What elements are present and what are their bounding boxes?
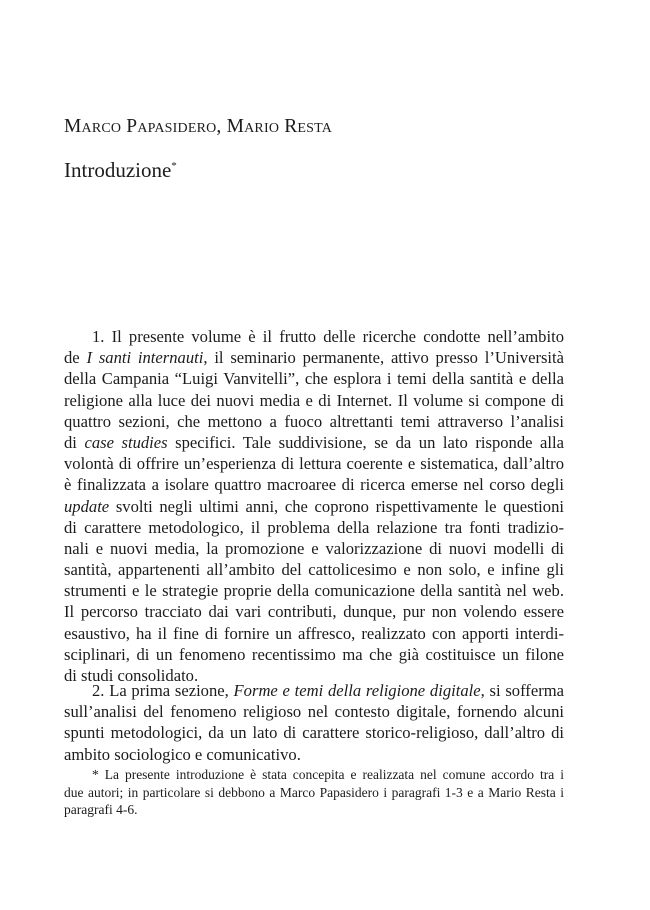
footnote-line: * La presente introduzione è stata concepita e realizzata nel comune accordo tra i xyxy=(92,767,564,782)
chapter-authors: Marco Papasidero, Mario Resta xyxy=(64,116,333,137)
line-prefix: 2. La prima sezione, xyxy=(92,681,234,700)
italic-term: update xyxy=(64,496,110,516)
paragraph-line: sciplinari, di un fenomeno recentissimo ma che già costituisce un filone xyxy=(64,644,564,664)
line-rest: svolti negli ultimi anni, che coprono rispettivamente le questioni xyxy=(109,496,564,516)
paragraph-line xyxy=(64,496,564,517)
line-rest: specifici. Tale suddivisione, se da un lato risponde alla xyxy=(167,432,565,452)
line-prefix: de xyxy=(64,348,87,368)
paragraph-line: spunti metodologici, da un lato di carattere storico-religioso, dall’altro di xyxy=(64,723,564,743)
line-prefix: di xyxy=(64,432,85,452)
footnote xyxy=(64,766,564,819)
paragraph-line: nali e nuovi media, la promozione e valorizzazione di nuovi modelli di xyxy=(64,538,564,558)
paragraph-line xyxy=(64,432,564,453)
paragraph-line: ambito sociologico e comunicativo. xyxy=(64,744,301,764)
footnote-marker: * xyxy=(171,160,177,172)
chapter-title xyxy=(64,158,177,183)
paragraph-1 xyxy=(64,326,564,686)
line-rest: , si sofferma xyxy=(480,681,565,700)
paragraph-line: 1. Il presente volume è il frutto delle ricerche condotte nell’ambito xyxy=(92,327,564,346)
paragraph-line: è finalizzata a isolare quattro macroaree di ricerca emerse nel corso degli xyxy=(64,475,564,495)
paragraph-line xyxy=(64,347,564,368)
paragraph-line: quattro sezioni, che mettono a fuoco altrettanti temi attraverso l’analisi xyxy=(64,411,564,431)
paragraph-line: sull’analisi del fenomeno religioso nel contesto digitale, fornendo alcuni xyxy=(64,702,564,722)
paragraph-line: volontà di offrire un’esperienza di lettura coerente e sistematica, dall’altro xyxy=(64,454,564,474)
paragraph-line: santità, appartenenti all’ambito del cattolicesimo e non solo, e infine gli xyxy=(64,560,564,580)
line-rest: , il seminario permanente, attivo presso l’Università xyxy=(203,348,565,368)
section-title: Forme e temi della religione digitale xyxy=(233,681,481,700)
italic-term: case studies xyxy=(84,432,168,452)
paragraph-2 xyxy=(64,680,564,765)
paragraph-line xyxy=(64,680,564,701)
seminar-name: I santi internauti xyxy=(86,348,204,368)
paragraph-line: esaustivo, ha il fine di fornire un affresco, realizzato con apporti interdi- xyxy=(64,623,564,643)
paragraph-line: di studi consolidato. xyxy=(64,666,199,685)
paragraph-line: religione alla luce dei nuovi media e di Internet. Il volume si compone di xyxy=(64,390,564,410)
paragraph-line: strumenti e le strategie proprie della comunicazione della santità nel web. xyxy=(64,581,564,601)
paragraph-line: Il percorso tracciato dai vari contributi, dunque, pur non volendo essere xyxy=(64,602,564,622)
paragraph-line: di carattere metodologico, il problema della relazione tra fonti tradizio- xyxy=(64,517,564,537)
chapter-title-text: Introduzione xyxy=(64,158,172,182)
footnote-line: due autori; in particolare si debbono a Marco Papasidero i paragrafi 1-3 e a Mario Resta i xyxy=(64,784,564,800)
footnote-line: paragrafi 4-6. xyxy=(64,802,138,817)
paragraph-line: della Campania “Luigi Vanvitelli”, che esplora i temi della santità e della xyxy=(64,369,564,389)
